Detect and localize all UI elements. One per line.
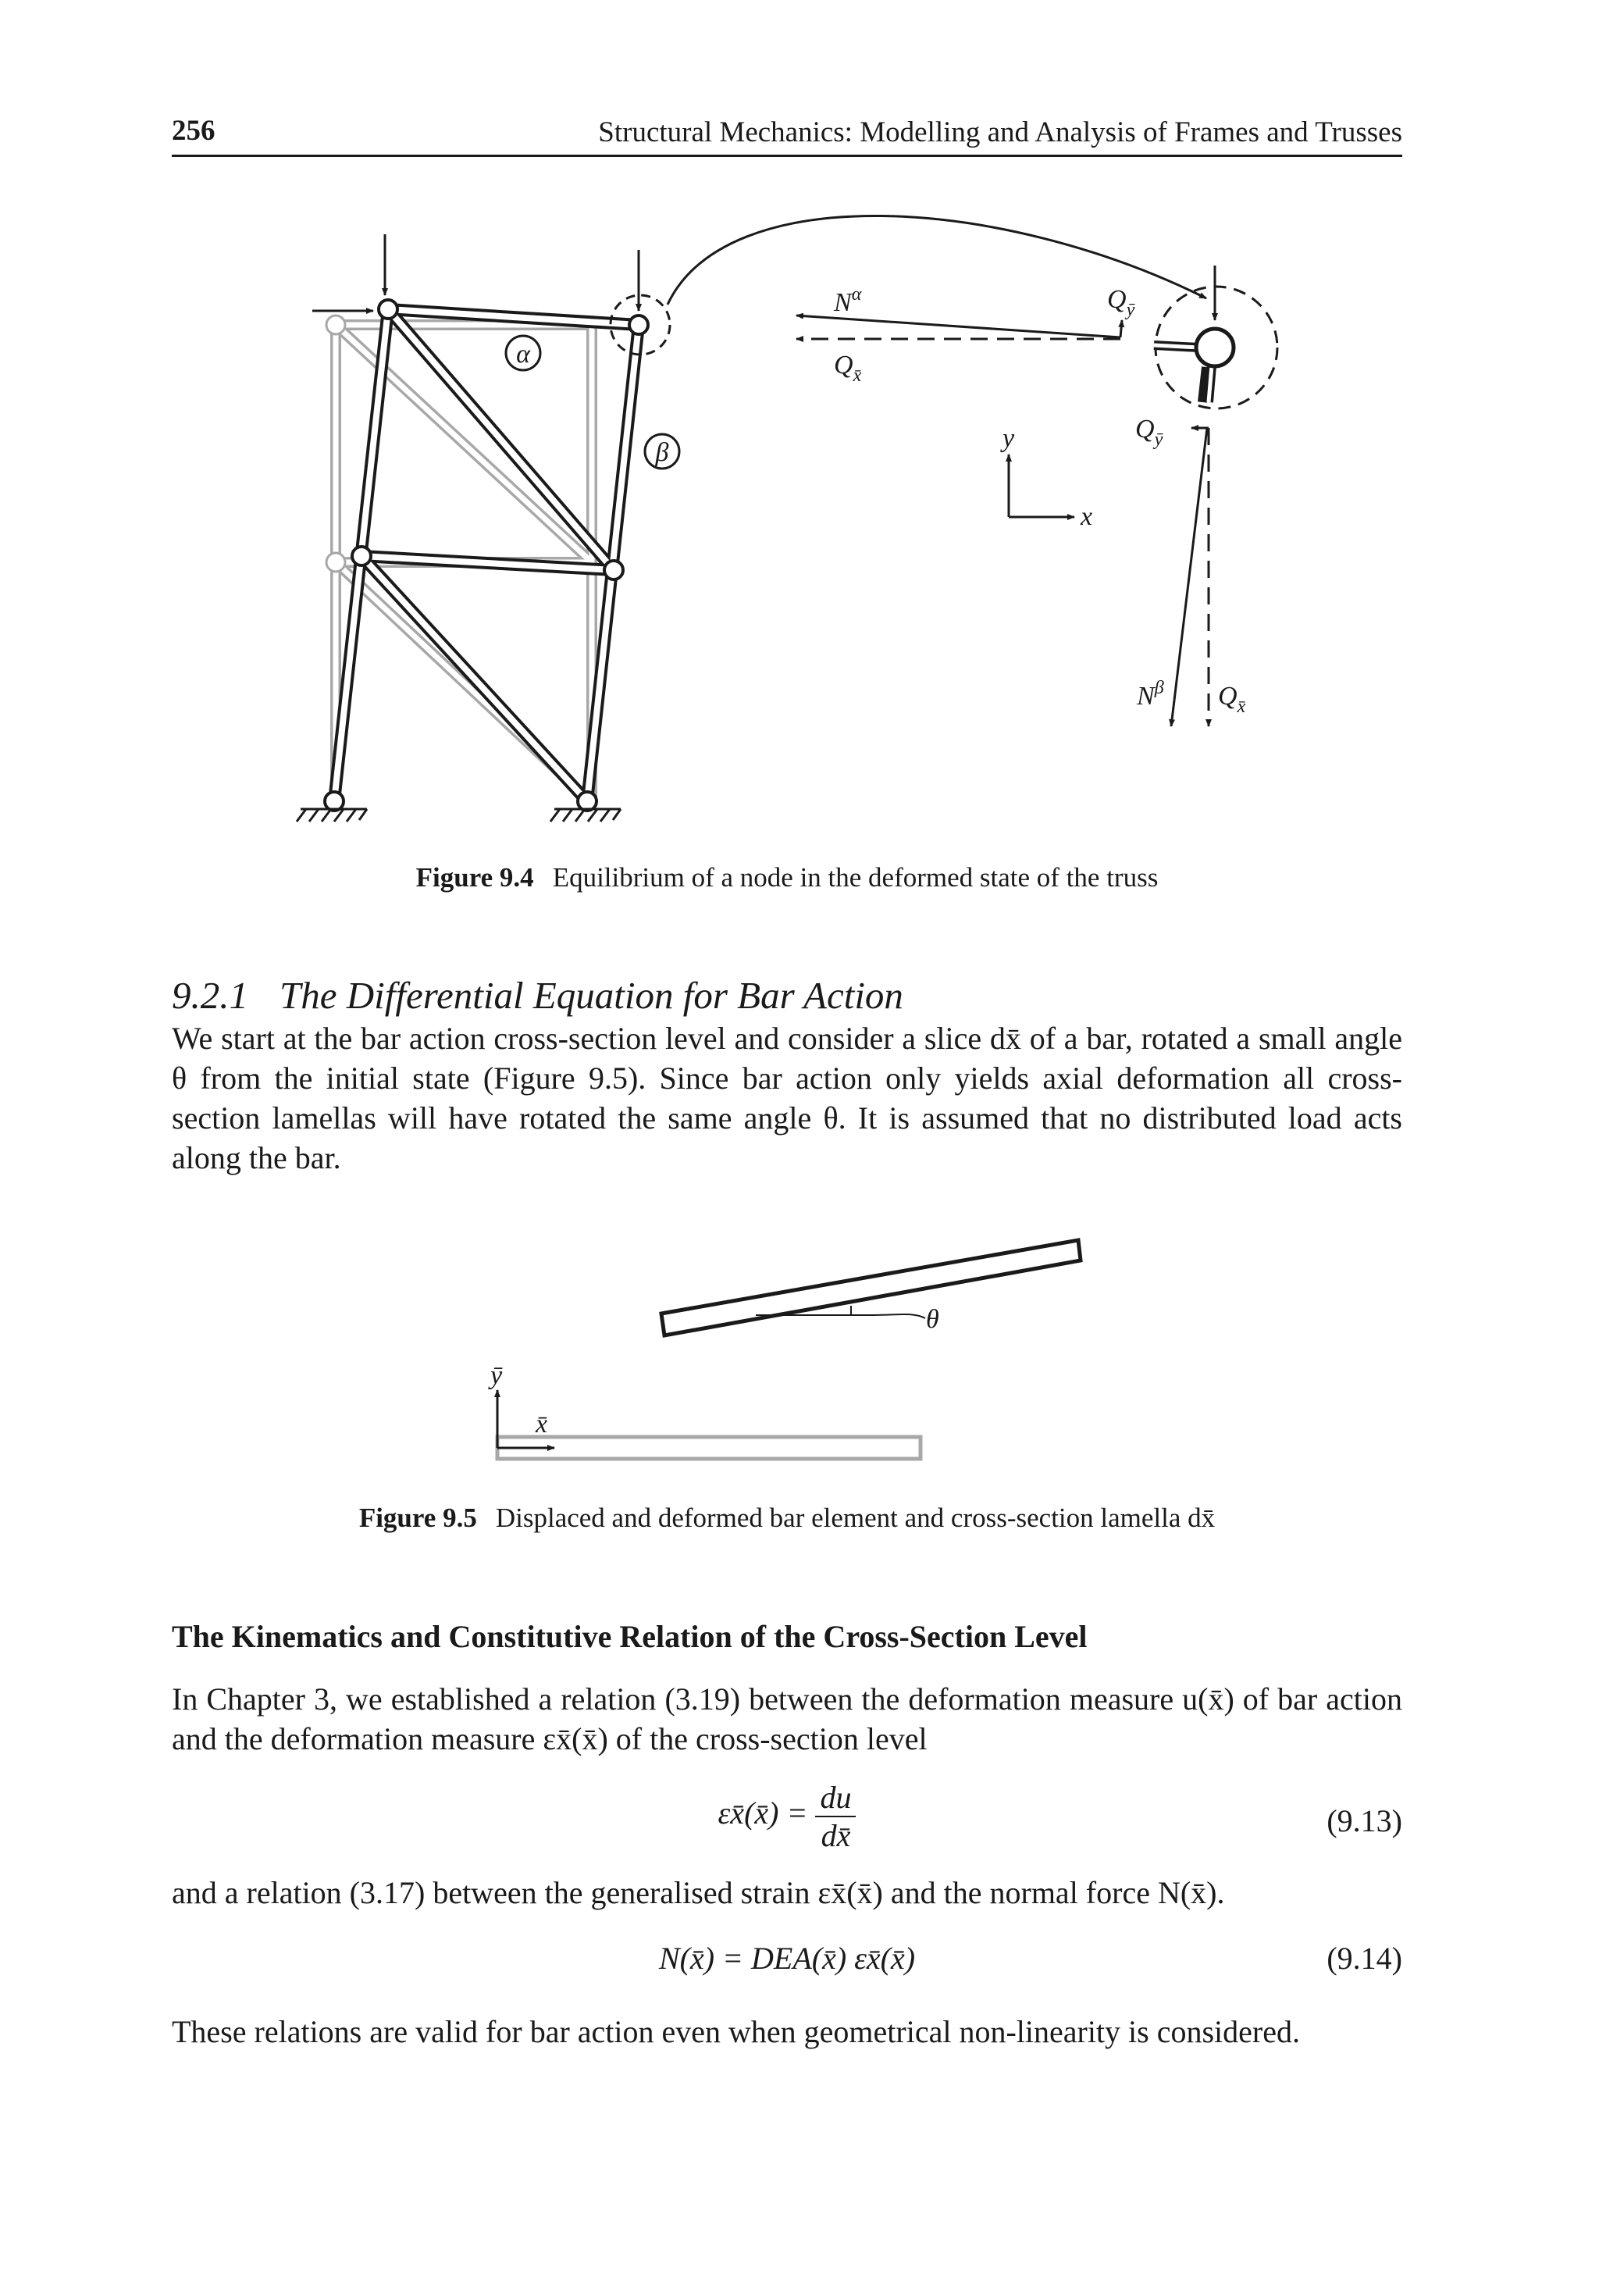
- figure-9-4: [0, 0, 1599, 875]
- axis-xbar-label: x̄: [536, 1410, 548, 1439]
- equation-9-13-fraction: [815, 1779, 856, 1854]
- label-Q-xbar-top: $Q_{x̄}$: [834, 351, 862, 386]
- section-paragraph: We start at the bar action cross-section level and consider a slice dx̄ of a bar, rotated a small angle θ from the initial state (Figure 9.5). Since bar action only yields axial deformation all cross-section lamellas will have rotated the same angle θ. It is assumed that no distributed load acts along the bar.: [172, 1021, 1402, 1175]
- equation-number: (9.13): [1327, 1803, 1402, 1838]
- equation-number: (9.14): [1327, 1941, 1402, 1976]
- applied-loads: [312, 234, 639, 311]
- axis-ybar-label: ȳ: [490, 1361, 503, 1390]
- svg-text:α: α: [516, 340, 530, 369]
- section-number: 9.2.1: [172, 974, 248, 1017]
- figure-9-5-caption: [172, 1503, 1402, 1534]
- caption-label: Figure 9.5: [358, 1503, 477, 1533]
- svg-text:β: β: [655, 438, 669, 467]
- member-label-beta: [645, 434, 679, 469]
- label-Q-ybar-top: $Q_ȳ$: [1107, 285, 1135, 320]
- caption-text: Equilibrium of a node in the deformed state of the truss: [552, 862, 1159, 893]
- axes-xy: [1009, 455, 1074, 517]
- equation-9-14: [172, 1940, 1402, 1980]
- axis-x-label: x: [1081, 502, 1093, 531]
- section-heading: [172, 973, 903, 1018]
- caption-text: Displaced and deformed bar element and cross-section lamella dx̄: [495, 1503, 1216, 1533]
- figure-9-4-drawing: [0, 0, 1599, 875]
- label-Q-ybar-mid: $Q_ȳ$: [1135, 415, 1163, 450]
- page-number: 256: [172, 115, 215, 147]
- equation-9-13-denominator: dx̄: [821, 1818, 851, 1853]
- figure-9-5: [0, 1218, 1599, 1484]
- figure-9-4-caption: [172, 862, 1402, 893]
- section-title: The Differential Equation for Bar Action: [280, 974, 903, 1017]
- figure-9-5-drawing: [0, 1218, 1599, 1484]
- label-N-alpha: $N^\alpha$: [834, 284, 862, 317]
- subsection-paragraph-2: and a relation (3.17) between the generalised strain εx̄(x̄) and the normal force N(x̄).: [172, 1875, 1225, 1910]
- initial-bar: [497, 1437, 921, 1459]
- equation-9-13: [172, 1779, 1402, 1857]
- label-N-beta: $N^\beta$: [1137, 678, 1164, 711]
- member-label-alpha: [506, 336, 540, 370]
- label-Q-xbar-bot: $Q_{x̄}$: [1218, 682, 1246, 717]
- caption-label: Figure 9.4: [415, 862, 534, 893]
- equation-9-13-lhs: εx̄(x̄) =: [718, 1795, 808, 1831]
- subsection-paragraph-3: These relations are valid for bar action even when geometrical non-linearity is considered.: [172, 2014, 1300, 2049]
- subsection-paragraph-1: In Chapter 3, we established a relation (3.19) between the deformation measure u(x̄) of bar action and the deformation measure εx̄(x̄) of the cross-section level: [172, 1681, 1402, 1756]
- theta-label: θ: [926, 1305, 939, 1334]
- axis-y-label: y: [1002, 424, 1015, 453]
- subsection-heading: The Kinematics and Constitutive Relation of the Cross-Section Level: [172, 1619, 1088, 1654]
- equation-9-14-body: N(x̄) = DEA(x̄) εx̄(x̄): [658, 1941, 916, 1976]
- equation-9-13-numerator: du: [815, 1779, 856, 1817]
- running-title: Structural Mechanics: Modelling and Analysis of Frames and Trusses: [598, 116, 1402, 148]
- rotated-bar: [661, 1240, 1081, 1335]
